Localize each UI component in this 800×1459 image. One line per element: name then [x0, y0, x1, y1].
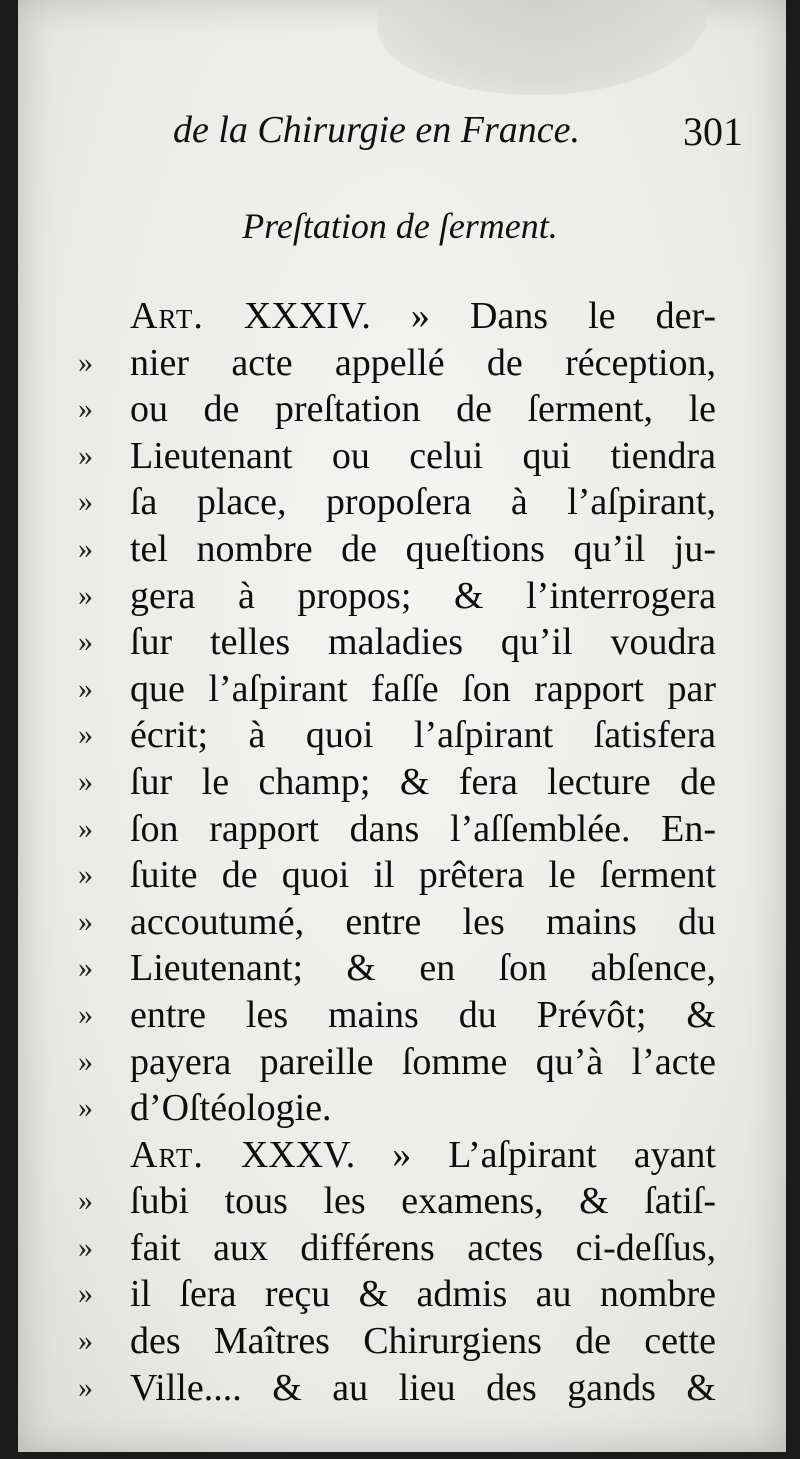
text-line	[78, 1178, 728, 1225]
quote-mark: »	[78, 858, 93, 892]
line-text: ſubi tous les examens, & ſatiſ-	[130, 1180, 716, 1223]
quote-mark: »	[78, 578, 93, 612]
text-line	[78, 1039, 728, 1086]
quote-mark: »	[78, 764, 93, 798]
line-text: des Maîtres Chirurgiens de cette	[130, 1320, 716, 1363]
quote-mark: »	[78, 1091, 93, 1125]
quote-mark: »	[78, 811, 93, 845]
quote-mark: »	[78, 951, 93, 985]
quote-mark: »	[78, 1184, 93, 1218]
text-line	[78, 526, 728, 573]
text-line	[78, 992, 728, 1039]
text-line	[78, 1365, 728, 1412]
text-line	[78, 1225, 728, 1272]
quote-mark: »	[78, 625, 93, 659]
line-text: Ville.... & au lieu des gands &	[130, 1366, 716, 1409]
line-text: payera pareille ſomme qu’à l’acte	[130, 1040, 716, 1083]
page-header	[173, 108, 743, 158]
line-text: Art. XXXV. » L’aſpirant ayant	[130, 1133, 716, 1176]
quote-mark: »	[78, 997, 93, 1031]
quote-mark: »	[78, 718, 93, 752]
body-text	[78, 293, 728, 1411]
quote-mark: »	[78, 1324, 93, 1358]
line-text: ſur le champ; & fera lecture de	[130, 760, 716, 803]
page-number: 301	[683, 109, 743, 154]
quote-mark: »	[78, 904, 93, 938]
line-text: nier acte appellé de réception,	[130, 341, 716, 384]
quote-mark: »	[78, 345, 93, 379]
text-line	[78, 433, 728, 480]
line-text: d’Oſtéologie.	[130, 1087, 332, 1130]
section-title: Preſtation de ſerment.	[242, 206, 558, 246]
line-text: écrit; à quoi l’aſpirant ſatisfera	[130, 714, 716, 757]
line-text: gera à propos; & l’interrogera	[130, 574, 716, 617]
text-line	[78, 666, 728, 713]
quote-mark: »	[78, 485, 93, 519]
line-text: il ſera reçu & admis au nombre	[130, 1273, 716, 1316]
line-text: que l’aſpirant faſſe ſon rapport par	[130, 667, 716, 710]
line-text: Art. XXXIV. » Dans le der-	[130, 295, 716, 337]
water-stain	[378, 0, 708, 95]
text-line	[78, 1132, 728, 1179]
text-line	[78, 340, 728, 387]
text-line	[78, 1271, 728, 1318]
line-text: ſon rapport dans l’aſſemblée. En-	[130, 807, 716, 850]
quote-mark: »	[78, 1044, 93, 1078]
line-text: entre les mains du Prévôt; &	[130, 993, 716, 1036]
quote-mark: »	[78, 1370, 93, 1404]
quote-mark: »	[78, 671, 93, 705]
text-line	[78, 899, 728, 946]
text-line	[78, 852, 728, 899]
line-text: ſur telles maladies qu’il voudra	[130, 621, 716, 664]
quote-mark: »	[78, 438, 93, 472]
quote-mark: »	[78, 531, 93, 565]
text-line	[78, 293, 728, 340]
quote-mark: »	[78, 1277, 93, 1311]
text-line	[78, 1318, 728, 1365]
text-line	[78, 1085, 728, 1132]
line-text: fait aux différens actes ci-deſſus,	[130, 1226, 716, 1269]
text-line	[78, 945, 728, 992]
line-text: Lieutenant ou celui qui tiendra	[130, 434, 716, 477]
running-title: de la Chirurgie en France.	[173, 109, 581, 151]
text-line	[78, 573, 728, 620]
quote-mark: »	[78, 392, 93, 426]
line-text: Lieutenant; & en ſon abſence,	[130, 947, 716, 990]
text-line	[78, 712, 728, 759]
text-line	[78, 386, 728, 433]
text-line	[78, 619, 728, 666]
line-text: tel nombre de queſtions qu’il ju-	[130, 527, 716, 570]
text-line	[78, 479, 728, 526]
line-text: ſa place, propoſera à l’aſpirant,	[130, 481, 716, 524]
text-line	[78, 806, 728, 853]
text-line	[78, 759, 728, 806]
line-text: ou de preſtation de ſerment, le	[130, 388, 716, 431]
quote-mark: »	[78, 1230, 93, 1264]
line-text: accoutumé, entre les mains du	[130, 900, 716, 943]
line-text: ſuite de quoi il prêtera le ſerment	[130, 854, 716, 897]
